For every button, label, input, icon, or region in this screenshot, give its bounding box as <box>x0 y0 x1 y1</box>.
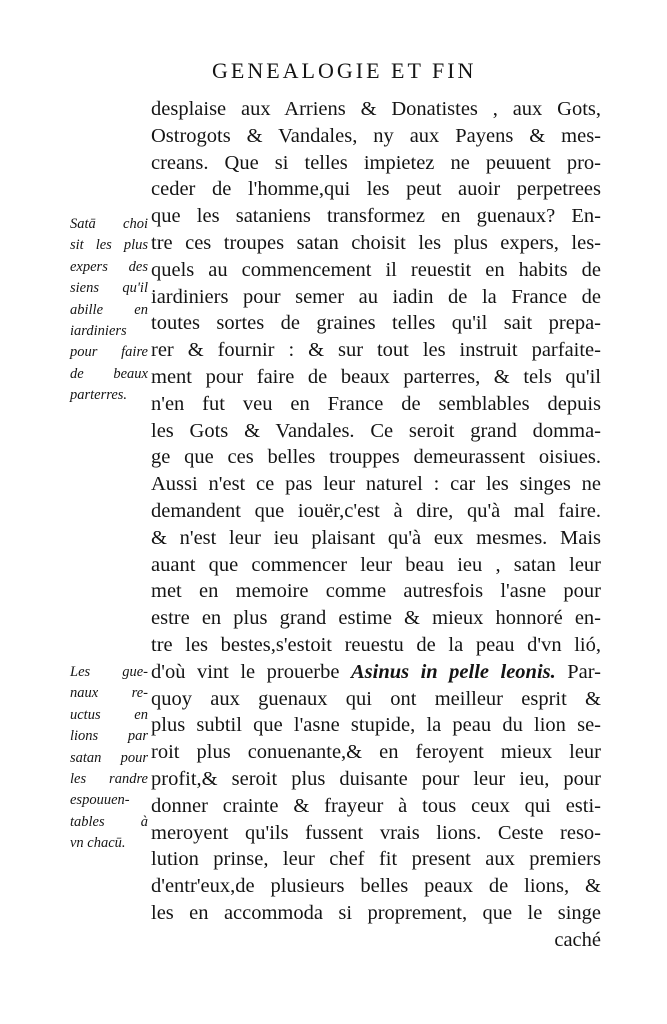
text-line: iardiniers pour semer au iadin de la France de <box>151 285 601 308</box>
text-line: n'en fut veu en France de semblables depuis <box>151 392 601 415</box>
running-head: GENEALOGIE ET FIN <box>212 58 477 83</box>
margin-note-line: expers des <box>70 258 148 275</box>
text-line: les Gots & Vandales. Ce seroit grand domma- <box>151 419 601 442</box>
text-line: Aussi n'est ce pas leur naturel : car les singes ne <box>151 473 601 496</box>
text-line-end: Par- <box>555 660 602 683</box>
text-line: Ostrogots & Vandales, ny aux Payens & mes- <box>151 124 601 147</box>
text-line: donner crainte & frayeur à tous ceux qui esti- <box>151 794 601 817</box>
proverb-line <box>151 659 601 686</box>
text-line: que les sataniens transformez en guenaux? En- <box>151 205 601 228</box>
margin-note-line: vn chacū. <box>70 835 126 852</box>
text-line: d'entr'eux,de plusieurs belles peaux de lions, & <box>151 875 601 898</box>
text-line: tre ces troupes satan choisit les plus expers, les- <box>151 231 601 254</box>
margin-note-line: espouuen- <box>70 792 130 809</box>
margin-note-line: de beaux <box>70 365 148 382</box>
text-line: plus subtil que l'asne stupide, la peau du lion se- <box>151 714 601 737</box>
text-line: roit plus conuenante,& en feroyent mieux leur <box>151 741 601 764</box>
margin-note-line: siens qu'il <box>70 280 148 297</box>
catchword: caché <box>554 928 601 951</box>
body-text <box>151 96 601 954</box>
margin-note-line: Les gue- <box>70 664 148 680</box>
text-line: quoy aux guenaux qui ont meilleur esprit & <box>151 687 601 710</box>
text-line: desplaise aux Arriens & Donatistes , aux Gots, <box>151 98 601 120</box>
margin-note-line: naux re- <box>70 685 148 702</box>
text-line: rer & fournir : & sur tout les instruit parfaite- <box>151 339 601 362</box>
margin-note-2 <box>70 662 148 855</box>
margin-note-line: abille en <box>70 301 148 318</box>
margin-note-line: Satā choi <box>70 216 148 232</box>
text-line: lution prinse, leur chef fit present aux premiers <box>151 848 601 871</box>
latin-proverb: Asinus in pelle leonis. <box>350 660 556 683</box>
text-line: toutes sortes de graines telles qu'il sait prepa- <box>151 312 601 335</box>
text-line: ge que ces belles trouppes demeurassent oisiues. <box>151 446 601 469</box>
text-line: profit,& seroit plus duisante pour leur ieu, pour <box>151 767 601 790</box>
margin-note-line: lions par <box>70 728 148 745</box>
text-line-start: d'où vint le prouerbe <box>151 660 340 683</box>
margin-note-1 <box>70 214 148 407</box>
text-line: auant que commencer leur beau ieu , satan leur <box>151 553 601 576</box>
margin-note-line: les randre <box>70 770 148 787</box>
text-line: & n'est leur ieu plaisant qu'à eux mesmes. Mais <box>151 526 601 549</box>
margin-note-line: parterres. <box>70 387 128 404</box>
text-line: met en memoire comme autresfois l'asne pour <box>151 580 601 603</box>
text-line: creans. Que si telles impietez ne peuuent pro- <box>151 151 601 174</box>
text-line: demandent que iouër,c'est à dire, qu'à mal faire. <box>151 499 601 522</box>
text-line: ceder de l'homme,qui les peut auoir perpetrees <box>151 178 601 201</box>
margin-note-line: tables à <box>70 813 148 830</box>
text-line: quels au commencement il reuestit en habits de <box>151 258 601 281</box>
margin-note-line: satan pour <box>70 749 148 766</box>
margin-note-line: uctus en <box>70 706 148 723</box>
text-line: les en accommoda si proprement, que le singe <box>151 901 601 924</box>
text-line: meroyent qu'ils fussent vrais lions. Ceste reso- <box>151 821 601 844</box>
text-line: estre en plus grand estime & mieux honnoré en- <box>151 607 601 630</box>
margin-note-line: iardiniers <box>70 322 127 339</box>
margin-note-line: sit les plus <box>70 237 148 254</box>
text-line: tre les bestes,s'estoit reuestu de la peau d'vn lió, <box>151 633 601 656</box>
margin-note-line: pour faire <box>70 344 148 361</box>
text-line: ment pour faire de beaux parterres, & tels qu'il <box>151 365 601 388</box>
